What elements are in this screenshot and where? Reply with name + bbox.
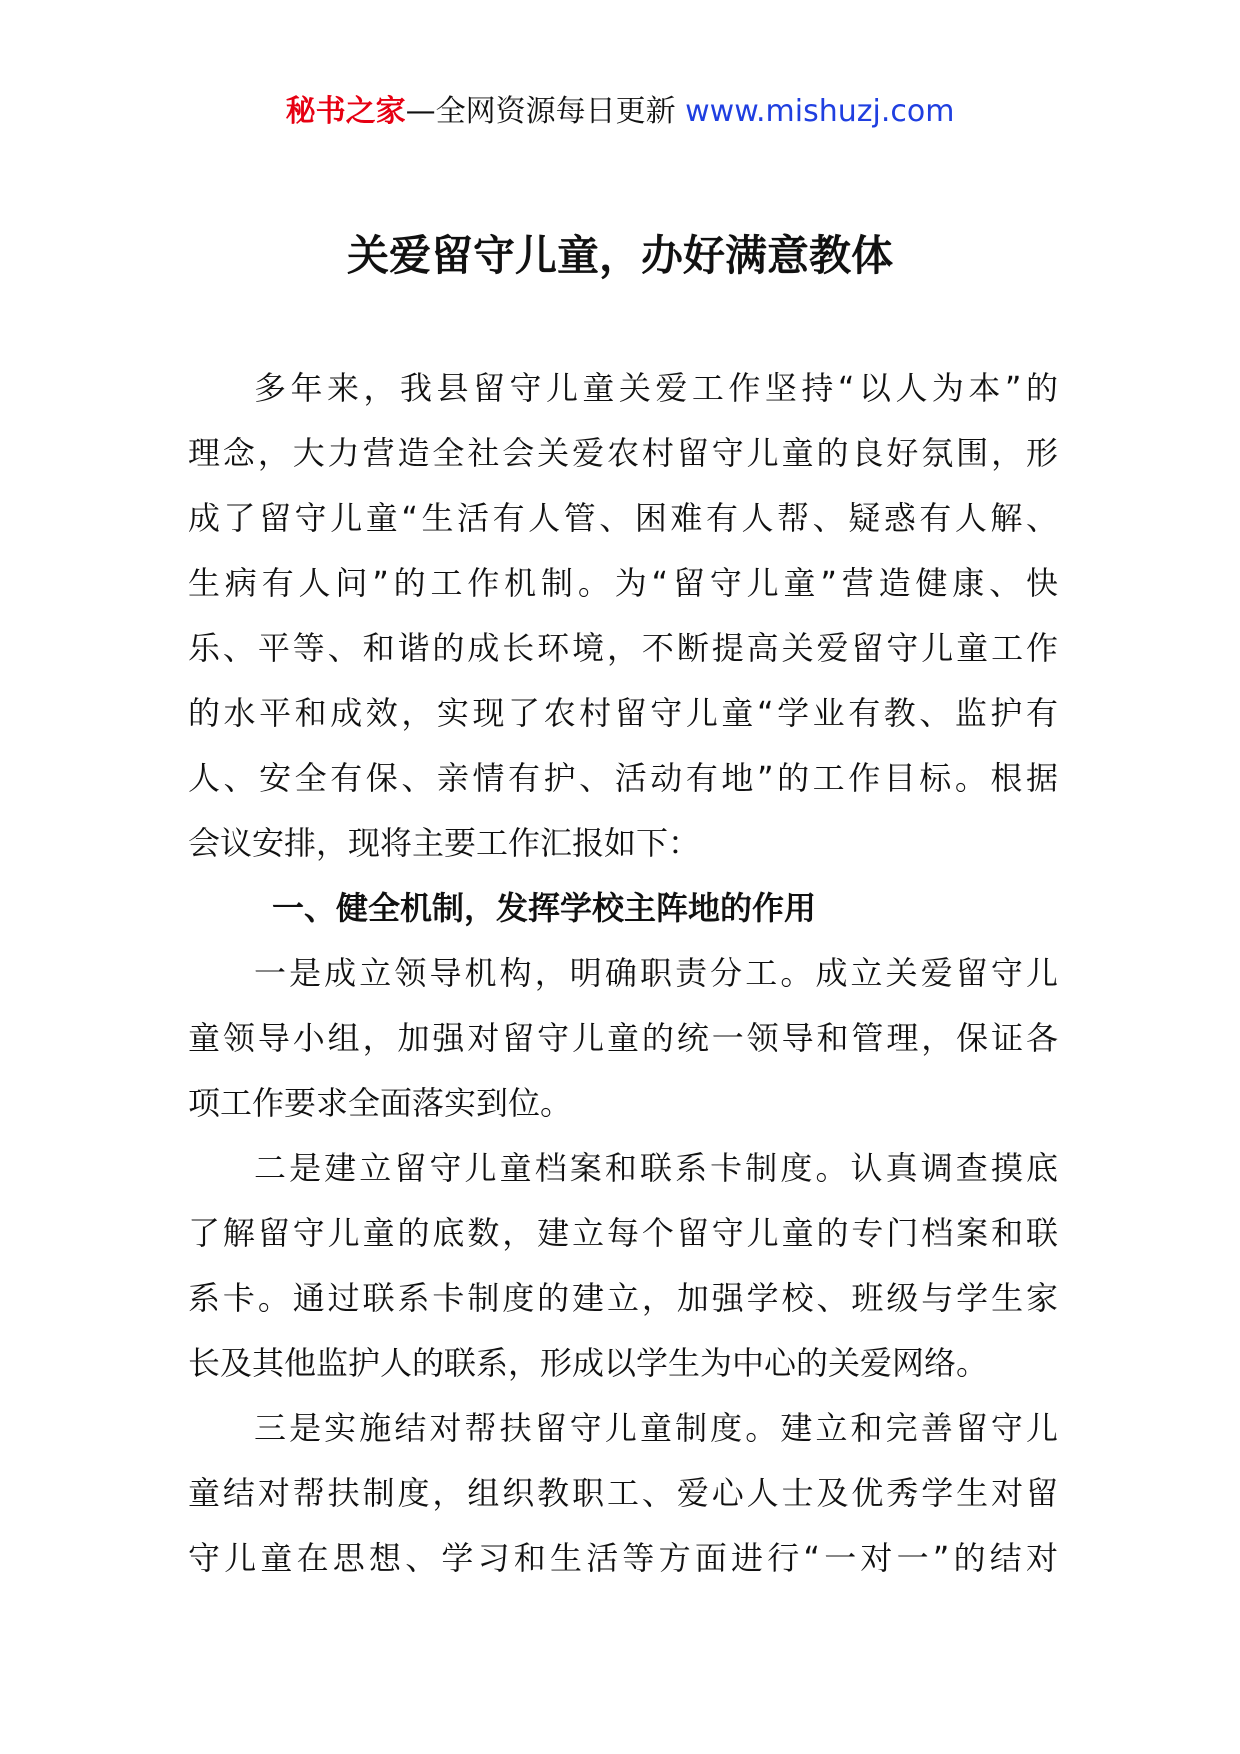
document-title: 关爱留守儿童，办好满意教体 (346, 231, 893, 280)
paragraph-item-3 (188, 1396, 1058, 1591)
site-header (0, 92, 1240, 132)
text-line: 童结对帮扶制度，组织教职工、爱心人士及优秀学生对留 (188, 1474, 1058, 1512)
section-heading: 一、健全机制，发挥学校主阵地的作用 (272, 889, 817, 927)
site-url-link[interactable]: www.mishuzj.com (685, 94, 955, 129)
text-line: 乐、平等、和谐的成长环境，不断提高关爱留守儿童工作 (188, 629, 1058, 667)
text-line: 二是建立留守儿童档案和联系卡制度。认真调查摸底 (254, 1149, 1058, 1187)
paragraph-intro (188, 356, 1058, 876)
text-line: 系卡。通过联系卡制度的建立，加强学校、班级与学生家 (188, 1279, 1058, 1317)
text-line: 了解留守儿童的底数，建立每个留守儿童的专门档案和联 (188, 1214, 1058, 1252)
text-line: 长及其他监护人的联系，形成以学生为中心的关爱网络。 (188, 1344, 989, 1382)
text-line: 的水平和成效，实现了农村留守儿童“学业有教、监护有 (188, 694, 1058, 732)
site-brand: 秘书之家 (285, 94, 406, 129)
site-tagline: —全网资源每日更新 (405, 94, 676, 129)
text-line: 一是成立领导机构，明确职责分工。成立关爱留守儿 (254, 954, 1058, 992)
text-line: 童领导小组，加强对留守儿童的统一领导和管理，保证各 (188, 1019, 1058, 1057)
text-line: 多年来，我县留守儿童关爱工作坚持“以人为本”的 (254, 369, 1058, 407)
paragraph-item-1 (188, 941, 1058, 1136)
text-line: 项工作要求全面落实到位。 (188, 1084, 573, 1122)
text-line: 理念，大力营造全社会关爱农村留守儿童的良好氛围，形 (188, 434, 1058, 472)
document-body (188, 356, 1058, 1591)
text-line: 生病有人问”的工作机制。为“留守儿童”营造健康、快 (188, 564, 1058, 602)
text-line: 成了留守儿童“生活有人管、困难有人帮、疑惑有人解、 (188, 499, 1058, 537)
text-line: 会议安排，现将主要工作汇报如下： (188, 824, 701, 862)
text-line: 人、安全有保、亲情有护、活动有地”的工作目标。根据 (188, 759, 1058, 797)
text-line: 守儿童在思想、学习和生活等方面进行“一对一”的结对 (188, 1539, 1058, 1577)
text-line: 三是实施结对帮扶留守儿童制度。建立和完善留守儿 (254, 1409, 1058, 1447)
paragraph-item-2 (188, 1136, 1058, 1396)
